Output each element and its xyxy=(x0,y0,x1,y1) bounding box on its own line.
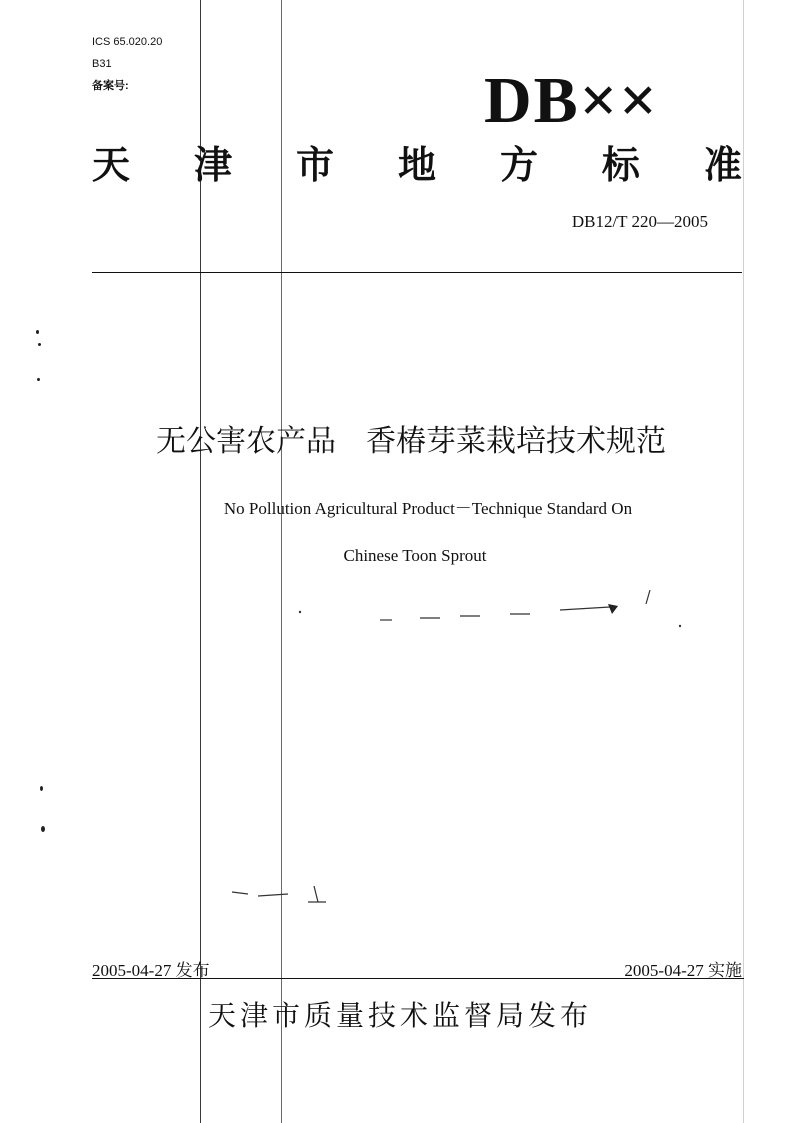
standard-type-char: 天 xyxy=(92,143,131,187)
scan-speck xyxy=(38,343,41,346)
chinese-title: 无公害农产品 香椿芽菜栽培技术规范 xyxy=(156,424,666,459)
scan-speck xyxy=(36,330,39,334)
scan-speck xyxy=(40,786,43,791)
top-divider xyxy=(92,272,742,273)
ics-code: ICS 65.020.20 xyxy=(92,36,163,48)
issue-date: 2005-04-27 发布 xyxy=(92,961,210,980)
english-title-line-1: No Pollution Agricultural Product－Technique Standard On xyxy=(223,499,633,518)
implementation-date: 2005-04-27 实施 xyxy=(624,961,742,980)
standard-type-char: 市 xyxy=(295,143,334,187)
classification-code: B31 xyxy=(92,58,112,70)
bottom-divider xyxy=(92,978,744,979)
scan-speck xyxy=(37,378,40,381)
standard-type-char: 准 xyxy=(703,143,742,187)
record-number-label: 备案号: xyxy=(92,80,129,92)
standard-code: DB12/T 220—2005 xyxy=(571,212,708,231)
publisher: 天津市质量技术监督局发布 xyxy=(207,999,592,1032)
scan-noise xyxy=(228,880,338,910)
standard-type-char: 方 xyxy=(499,143,538,187)
standard-type-char: 津 xyxy=(193,143,232,187)
scan-noise xyxy=(280,590,700,650)
scan-speck xyxy=(41,826,45,832)
english-title-line-2: Chinese Toon Sprout xyxy=(343,546,487,565)
standard-type-char: 地 xyxy=(397,143,436,187)
standard-type-title xyxy=(92,138,742,192)
standard-type-char: 标 xyxy=(601,143,640,187)
standard-logo: DB×× xyxy=(484,64,659,137)
